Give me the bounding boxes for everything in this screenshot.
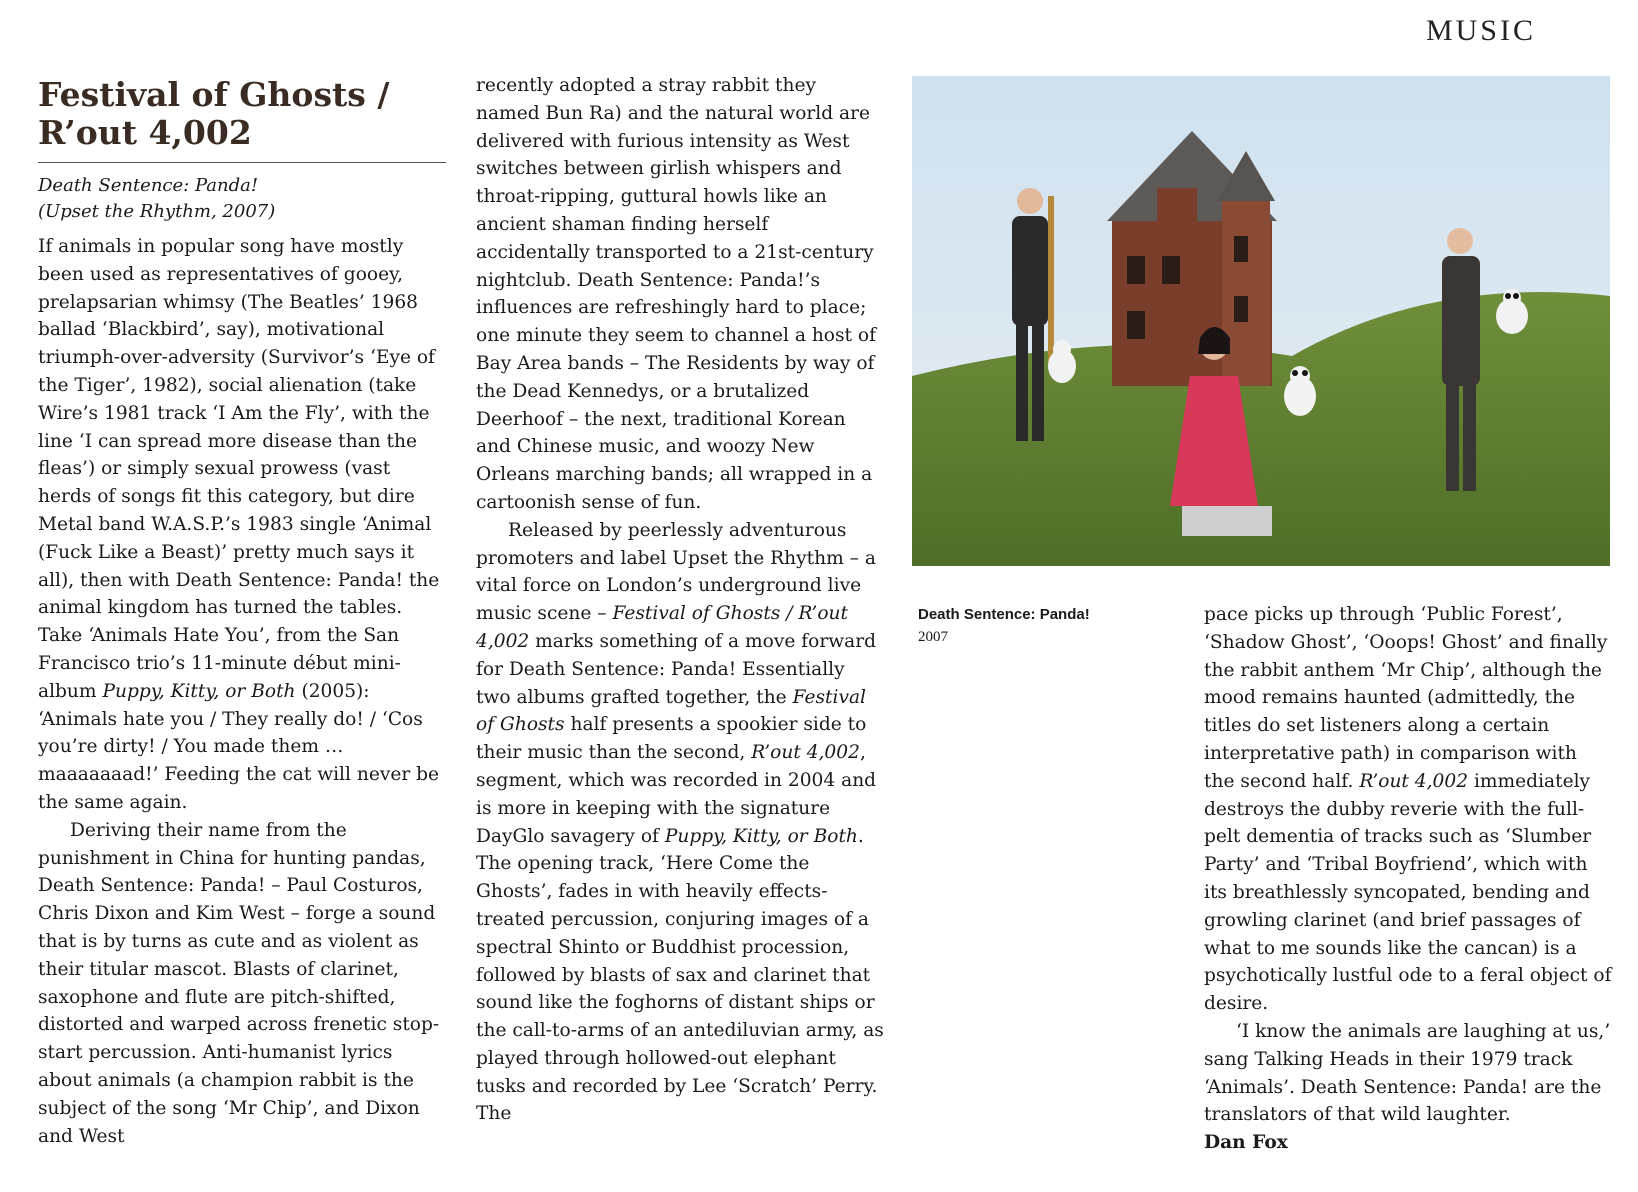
- text-run: , segment, which was recorded in 2004 and is more in keeping with the signature DayGlo savagery of: [476, 742, 877, 847]
- text-run: pace picks up through ‘Public Forest’, ‘Shadow Ghost’, ‘Ooops! Ghost’ and finally the rabbit anthem ‘Mr Chip’, although the mood remains haunted (admittedly, the titles do set listeners along a certain interpretative path) in comparison with the second half.: [1204, 604, 1608, 792]
- album-title-italic: Festival of Ghosts / R’out 4,002: [476, 603, 848, 652]
- label-year: (Upset the Rhythm, 2007): [38, 201, 276, 222]
- title-line-1: Festival of Ghosts /: [38, 75, 390, 114]
- caption-year: 2007: [918, 629, 948, 645]
- paragraph: [38, 233, 446, 817]
- band-photo-illustration: [912, 76, 1610, 566]
- album-title-italic: Puppy, Kitty, or Both: [102, 680, 296, 702]
- paragraph: Deriving their name from the punishment in China for hunting pandas, Death Sentence: Panda! – Paul Costuros, Chris Dixon and Kim West – forge a sound that is by turns as cute and as violent as their titular mascot. Blasts of clarinet, saxophone and flute are pitch-shifted, distorted and warped across frenetic stop-start percussion. Anti-humanist lyrics about animals (a champion rabbit is the subject of the song ‘Mr Chip’, and Dixon and West: [38, 819, 440, 1147]
- album-title-italic: R’out 4,002: [1359, 770, 1469, 792]
- paragraph: [1204, 601, 1612, 1018]
- caption-title: Death Sentence: Panda!: [918, 606, 1090, 623]
- text-run: half presents a spookier side to their music than the second,: [476, 714, 867, 764]
- text-run: marks something of a move forward for Death Sentence: Panda! Essentially two albums grafted together, the: [476, 630, 877, 708]
- byline: Dan Fox: [1204, 1132, 1288, 1154]
- paragraph: recently adopted a stray rabbit they named Bun Ra) and the natural world are delivered with furious intensity as West switches between girlish whispers and throat-ripping, guttural howls like an ancient shaman finding herself accidentally transported to a 21st-century nightclub. Death Sentence: Panda!’s influences are refreshingly hard to place; one minute they seem to channel a host of Bay Area bands – The Residents by way of the Dead Kennedys, or a brutalized Deerhoof – the next, traditional Korean and Chinese music, and woozy New Orleans marching bands; all wrapped in a cartoonish sense of fun.: [476, 75, 876, 513]
- section-label: MUSIC: [1425, 14, 1536, 47]
- text-run: immediately destroys the dubby reverie with the full-pelt dementia of tracks such as ‘Slumber Party’ and ‘Tribal Boyfriend’, which with its breathlessly syncopated, bending and growling clarinet (and brief passages of what to me sounds like the cancan) is a psychotically lustful ode to a feral object of desire.: [1204, 770, 1612, 1015]
- text-run: Released by peerlessly adventurous promoters and label Upset the Rhythm – a vital force on London’s underground live music scene –: [476, 519, 876, 625]
- paragraph: ‘I know the animals are laughing at us,’ sang Talking Heads in their 1979 track ‘Animals’. Death Sentence: Panda! are the translators of that wild laughter.: [1204, 1020, 1611, 1126]
- text-run: (2005): ‘Animals hate you / They really do! / ‘Cos you’re dirty! / You made them … maaaaaaad!’ Feeding the cat will never be the same again.: [38, 680, 440, 813]
- title-line-2: R’out 4,002: [38, 113, 252, 152]
- album-title-italic: Festival of Ghosts: [476, 686, 866, 736]
- column-1: [38, 72, 446, 1150]
- column-3: [1204, 601, 1612, 1157]
- article-title: [38, 72, 446, 163]
- paragraph: [476, 517, 884, 1129]
- album-title-italic: Puppy, Kitty, or Both: [664, 825, 858, 847]
- album-credit: [38, 173, 446, 225]
- text-run: . The opening track, ‘Here Come the Ghosts’, fades in with heavily effects-treated percussion, conjuring images of a spectral Shinto or Buddhist procession, followed by blasts of sax and clarinet that sound like the foghorns of distant ships or the call-to-arms of an antediluvian army, as played through hollowed-out elephant tusks and recorded by Lee ‘Scratch’ Perry. The: [476, 825, 884, 1125]
- album-title-italic: R’out 4,002: [751, 742, 860, 764]
- band-photo: [912, 76, 1610, 566]
- text-run: If animals in popular song have mostly been used as representatives of gooey, prelapsarian whimsy (The Beatles’ 1968 ballad ‘Blackbird’, say), motivational triumph-over-adversity (Survivor’s ‘Eye of the Tiger’, 1982), social alienation (take Wire’s 1981 track ‘I Am the Fly’, with the line ‘I can spread more disease than the fleas’) or simply sexual prowess (vast herds of songs fit this category, but dire Metal band W.A.S.P.’s 1983 single ‘Animal (Fuck Like a Beast)’ pretty much says it all), then with Death Sentence: Panda! the animal kingdom has turned the tables. Take ‘Animals Hate You’, from the San Francisco trio’s 11-minute début mini-album: [38, 236, 440, 702]
- photo-caption: [918, 604, 1178, 648]
- artist-name: Death Sentence: Panda!: [38, 175, 259, 196]
- column-2: [476, 72, 884, 1128]
